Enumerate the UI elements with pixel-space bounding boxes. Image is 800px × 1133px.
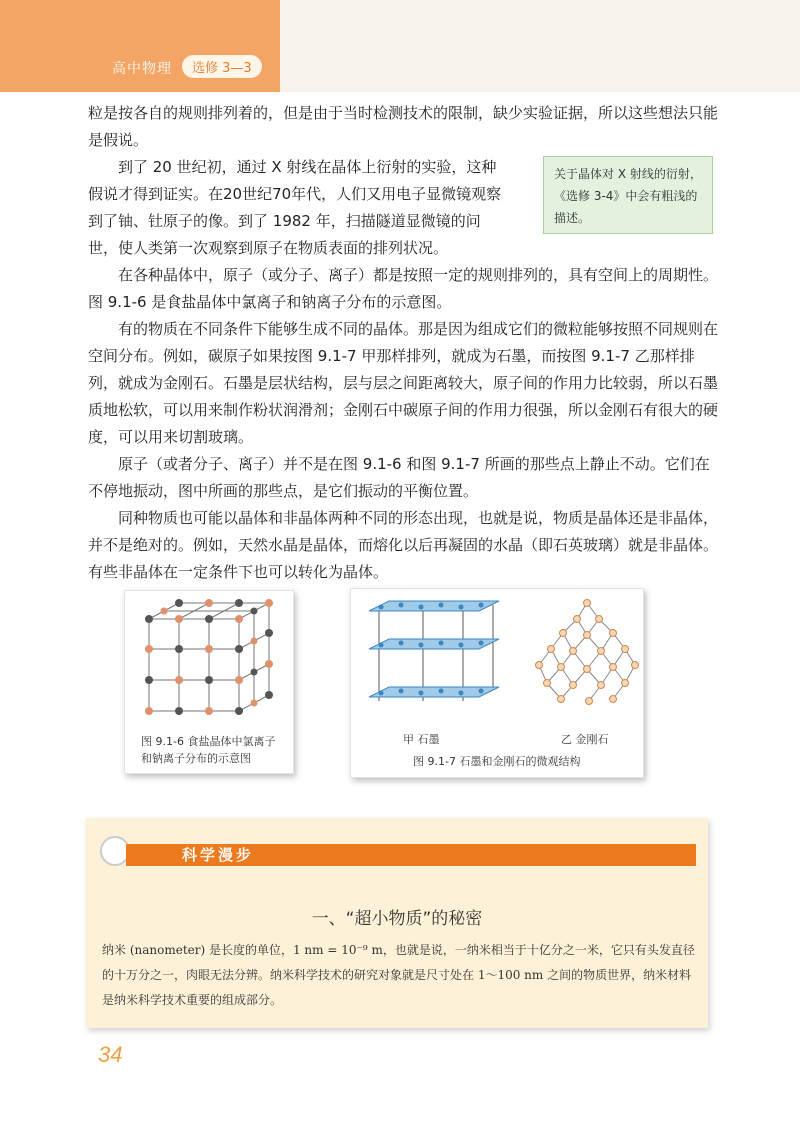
figure-salt-card <box>124 590 294 774</box>
sidenote: 关于晶体对 X 射线的衍射，《选修 3-4》中会有粗浅的描述。 <box>543 156 713 234</box>
paragraph-4: 有的物质在不同条件下能够生成不同的晶体。那是因为组成它们的微粒能够按照不同规则在空间分布。例如，碳原子如果按图 9.1-7 甲那样排列，就成为石墨，而按图 9.1-7 乙那样排列，就成为金刚石。石墨是层状结构，层与层之间距离较大，原子间的作用力比较弱，所以石墨质地松软，可以用来制作粉状润滑剂；金刚石中碳原子间的作用力很强，所以金刚石有很大的硬度，可以用来切割玻璃。 <box>88 320 719 446</box>
salt-crystal-diagram <box>125 591 293 731</box>
science-box <box>86 818 708 1028</box>
book-title: 高中物理 <box>112 61 172 77</box>
science-body: 纳米 (nanometer) 是长度的单位，1 nm = 10⁻⁹ m，也就是说，一纳米相当于十亿分之一米，它只有头发直径的十万分之一，肉眼无法分辨。纳米科学技术的研究对象就是尺寸处在 1～100 nm 之间的物质世界，纳米材料是纳米科学技术重要的组成部分。 <box>102 943 695 1007</box>
science-bar <box>126 844 696 866</box>
graphite-label: 甲 石墨 <box>403 733 440 746</box>
carbon-caption: 图 9.1-7 石墨和金刚石的微观结构 <box>413 755 581 768</box>
science-bar-label: 科学漫步 <box>182 846 255 864</box>
paragraph-5: 原子（或者分子、离子）并不是在图 9.1-6 和图 9.1-7 所画的那些点上静止不动。它们在不停地振动，图中所画的那些点，是它们振动的平衡位置。 <box>88 455 710 500</box>
paragraph-1: 粒是按各自的规则排列着的，但是由于当时检测技术的限制，缺少实验证据，所以这些想法只能是假说。 <box>88 104 719 149</box>
header-band-rest <box>280 0 800 92</box>
paragraph-6: 同种物质也可能以晶体和非晶体两种不同的形态出现，也就是说，物质是晶体还是非晶体，并不是绝对的。例如，天然水晶是晶体，而熔化以后再凝固的水晶（即石英玻璃）就是非晶体。有些非晶体在一定条件下也可以转化为晶体。 <box>88 509 719 581</box>
page-number: 34 <box>98 1042 123 1067</box>
science-heading: 一、“超小物质”的秘密 <box>311 909 483 929</box>
graphite-diamond-diagram <box>351 589 643 729</box>
salt-caption: 图 9.1-6 食盐晶体中氯离子和钠离子分布的示意图 <box>141 735 276 765</box>
diamond-label: 乙 金刚石 <box>561 733 609 746</box>
volume-badge: 选修 3—3 <box>182 55 262 78</box>
figure-carbon-card <box>350 588 644 778</box>
header-band <box>0 0 280 92</box>
paragraph-2: 到了 20 世纪初，通过 X 射线在晶体上衍射的实验，这种假说才得到证实。在20世纪70年代，人们又用电子显微镜观察到了铀、钍原子的像。到了 1982 年，扫描隧道显微镜的问世，使人类第一次观察到原子在物质表面的排列状况。 <box>88 158 502 257</box>
paragraph-3: 在各种晶体中，原子（或分子、离子）都是按照一定的规则排列的，具有空间上的周期性。图 9.1-6 是食盐晶体中氯离子和钠离子分布的示意图。 <box>88 266 719 311</box>
